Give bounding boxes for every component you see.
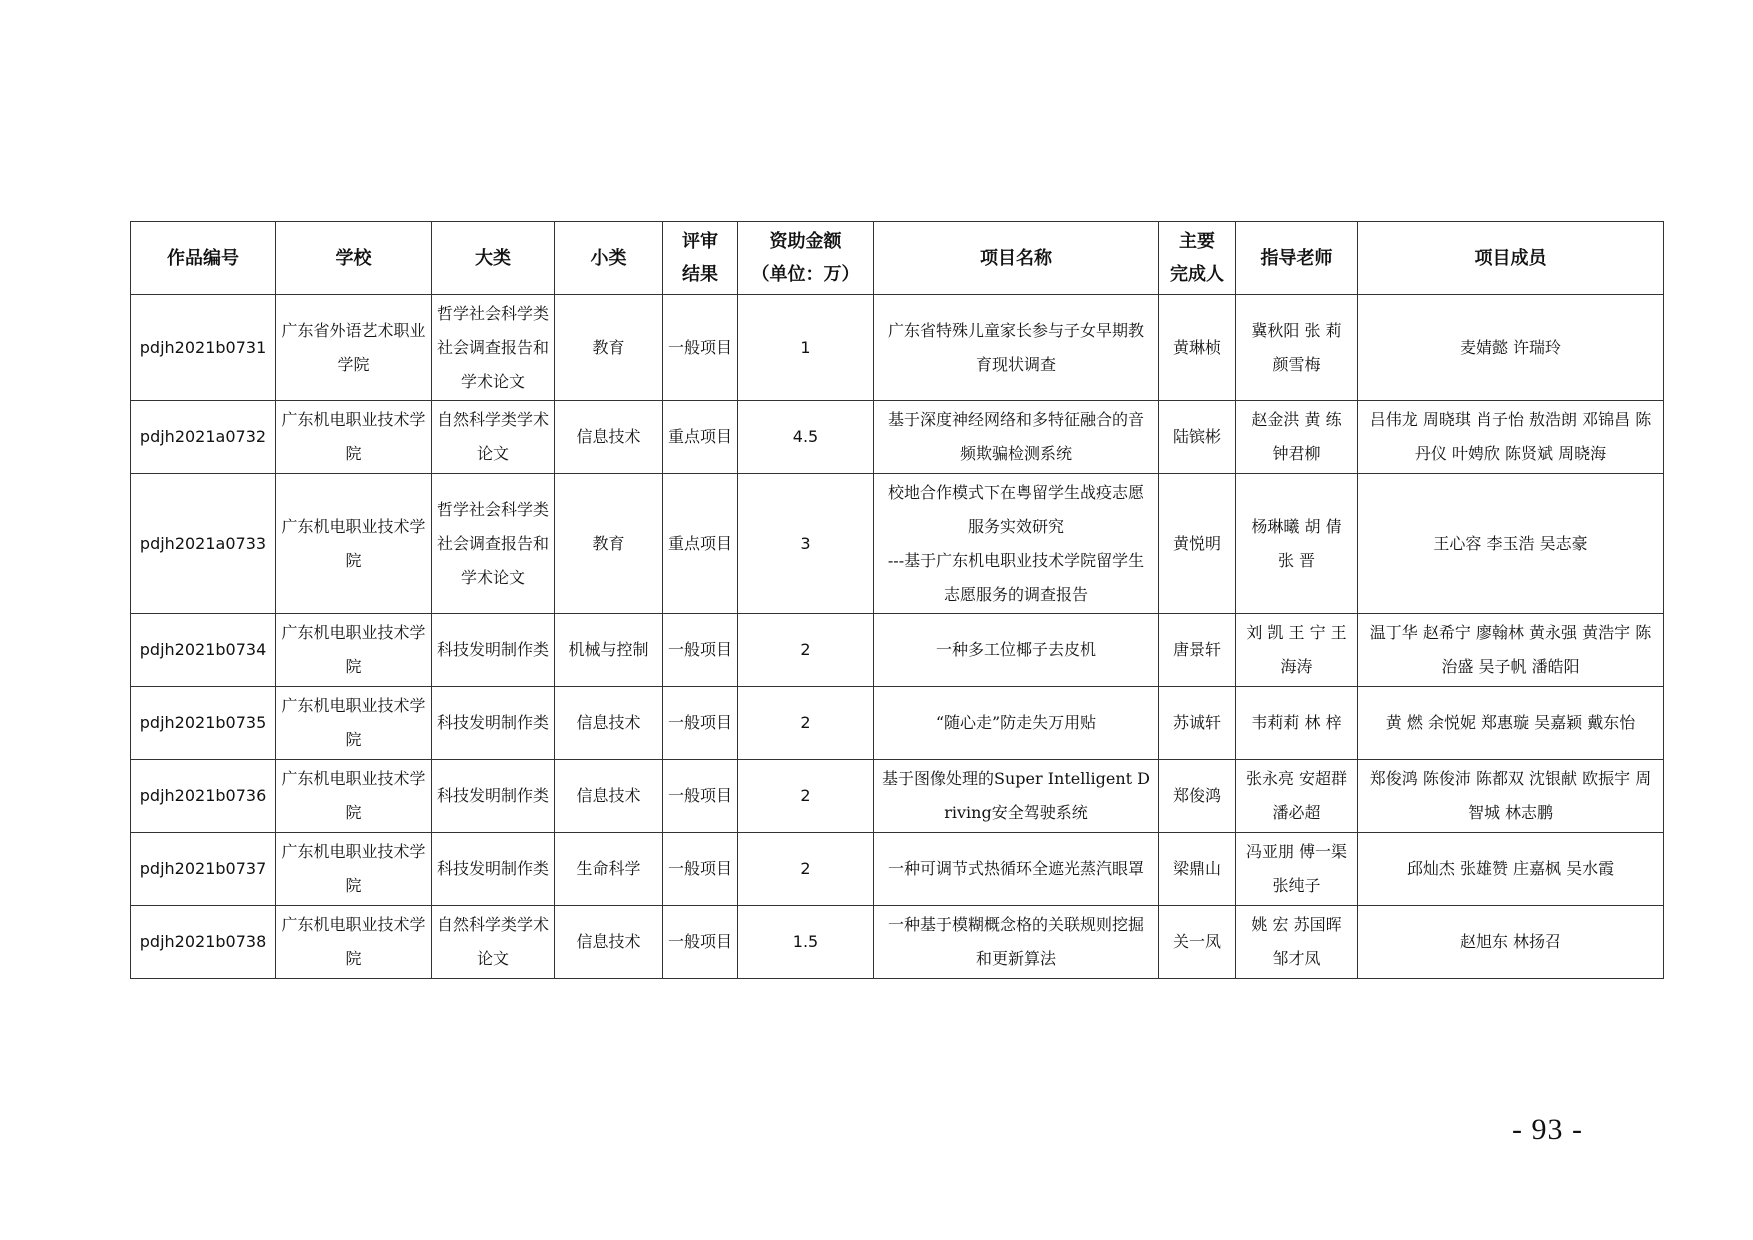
cell-leader: 郑俊鸿 <box>1159 760 1236 833</box>
cell-members: 邱灿杰 张雄赞 庄嘉枫 吴水霞 <box>1358 833 1664 906</box>
table-row <box>131 474 1664 614</box>
cell-result: 一般项目 <box>663 295 738 401</box>
cell-code: pdjh2021b0738 <box>131 906 276 979</box>
cell-category: 科技发明制作类 <box>432 760 555 833</box>
header-school: 学校 <box>276 222 432 295</box>
cell-category: 哲学社会科学类社会调查报告和学术论文 <box>432 474 555 614</box>
cell-members: 黄 燃 余悦妮 郑惠璇 吴嘉颖 戴东怡 <box>1358 687 1664 760</box>
cell-category: 自然科学类学术论文 <box>432 906 555 979</box>
cell-code: pdjh2021a0733 <box>131 474 276 614</box>
cell-leader: 苏诚轩 <box>1159 687 1236 760</box>
cell-code: pdjh2021b0735 <box>131 687 276 760</box>
header-result <box>663 222 738 295</box>
project-title-line: 一种可调节式热循环全遮光蒸汽眼罩 <box>887 859 1144 878</box>
header-members: 项目成员 <box>1358 222 1664 295</box>
award-table <box>130 221 1664 979</box>
cell-advisor: 韦莉莉 林 梓 <box>1236 687 1358 760</box>
header-leader-line-1: 主要 <box>1179 231 1215 252</box>
cell-school: 广东省外语艺术职业学院 <box>276 295 432 401</box>
cell-result: 一般项目 <box>663 906 738 979</box>
cell-school: 广东机电职业技术学院 <box>276 906 432 979</box>
project-title-line: “随心走”防走失万用贴 <box>935 713 1097 732</box>
cell-school: 广东机电职业技术学院 <box>276 614 432 687</box>
cell-result: 重点项目 <box>663 474 738 614</box>
table-row <box>131 760 1664 833</box>
cell-subcategory: 机械与控制 <box>555 614 663 687</box>
cell-amount: 2 <box>738 833 874 906</box>
cell-subcategory: 信息技术 <box>555 687 663 760</box>
header-category: 大类 <box>432 222 555 295</box>
table-body <box>131 295 1664 979</box>
header-result-line-1: 评审 <box>682 231 718 252</box>
cell-school: 广东机电职业技术学院 <box>276 401 432 474</box>
cell-result: 一般项目 <box>663 687 738 760</box>
award-table-container <box>130 221 1663 979</box>
table-row <box>131 614 1664 687</box>
cell-leader: 梁鼎山 <box>1159 833 1236 906</box>
cell-advisor: 刘 凯 王 宁 王海涛 <box>1236 614 1358 687</box>
header-code: 作品编号 <box>131 222 276 295</box>
cell-code: pdjh2021b0737 <box>131 833 276 906</box>
table-row <box>131 906 1664 979</box>
header-advisor: 指导老师 <box>1236 222 1358 295</box>
header-amount <box>738 222 874 295</box>
cell-amount: 1.5 <box>738 906 874 979</box>
cell-code: pdjh2021b0731 <box>131 295 276 401</box>
table-row <box>131 833 1664 906</box>
cell-school: 广东机电职业技术学院 <box>276 474 432 614</box>
header-amount-line-1: 资助金额 <box>769 231 842 252</box>
cell-school: 广东机电职业技术学院 <box>276 833 432 906</box>
cell-school: 广东机电职业技术学院 <box>276 760 432 833</box>
cell-project <box>874 687 1159 760</box>
cell-code: pdjh2021a0732 <box>131 401 276 474</box>
cell-advisor: 赵金洪 黄 练 钟君柳 <box>1236 401 1358 474</box>
cell-category: 科技发明制作类 <box>432 614 555 687</box>
project-title-line: 一种基于模糊概念格的关联规则挖掘和更新算法 <box>887 915 1144 968</box>
cell-amount: 2 <box>738 760 874 833</box>
cell-members: 吕伟龙 周晓琪 肖子怡 敖浩朗 邓锦昌 陈丹仪 叶娉欣 陈贤斌 周晓海 <box>1358 401 1664 474</box>
cell-subcategory: 教育 <box>555 295 663 401</box>
header-project: 项目名称 <box>874 222 1159 295</box>
cell-project <box>874 833 1159 906</box>
cell-result: 一般项目 <box>663 833 738 906</box>
cell-advisor: 杨琳曦 胡 倩 张 晋 <box>1236 474 1358 614</box>
cell-category: 哲学社会科学类社会调查报告和学术论文 <box>432 295 555 401</box>
cell-project <box>874 474 1159 614</box>
cell-amount: 2 <box>738 687 874 760</box>
header-amount-line-2: （单位：万） <box>751 264 860 285</box>
table-header-row <box>131 222 1664 295</box>
cell-advisor: 冯亚朋 傅一渠 张纯子 <box>1236 833 1358 906</box>
project-subtitle-line: ---基于广东机电职业技术学院留学生志愿服务的调查报告 <box>887 550 1145 604</box>
cell-leader: 陆镔彬 <box>1159 401 1236 474</box>
cell-project <box>874 614 1159 687</box>
table-row <box>131 295 1664 401</box>
cell-advisor: 姚 宏 苏国晖 邹才凤 <box>1236 906 1358 979</box>
cell-project <box>874 906 1159 979</box>
header-leader-line-2: 完成人 <box>1170 264 1224 285</box>
project-title-line: 基于深度神经网络和多特征融合的音频欺骗检测系统 <box>887 410 1144 463</box>
cell-subcategory: 信息技术 <box>555 401 663 474</box>
cell-category: 科技发明制作类 <box>432 833 555 906</box>
cell-members: 赵旭东 林扬召 <box>1358 906 1664 979</box>
cell-leader: 关一凤 <box>1159 906 1236 979</box>
cell-subcategory: 教育 <box>555 474 663 614</box>
cell-result: 一般项目 <box>663 614 738 687</box>
cell-subcategory: 信息技术 <box>555 760 663 833</box>
cell-result: 重点项目 <box>663 401 738 474</box>
cell-leader: 唐景轩 <box>1159 614 1236 687</box>
cell-amount: 4.5 <box>738 401 874 474</box>
cell-amount: 2 <box>738 614 874 687</box>
cell-code: pdjh2021b0736 <box>131 760 276 833</box>
cell-project <box>874 760 1159 833</box>
cell-result: 一般项目 <box>663 760 738 833</box>
project-title-line: 一种多工位椰子去皮机 <box>935 640 1096 659</box>
cell-project <box>874 295 1159 401</box>
cell-category: 科技发明制作类 <box>432 687 555 760</box>
header-result-line-2: 结果 <box>682 264 718 285</box>
project-title-line: 基于图像处理的Super Intelligent Driving安全驾驶系统 <box>882 769 1150 822</box>
cell-project <box>874 401 1159 474</box>
cell-leader: 黄悦明 <box>1159 474 1236 614</box>
cell-category: 自然科学类学术论文 <box>432 401 555 474</box>
cell-amount: 3 <box>738 474 874 614</box>
page-number: - 93 - <box>1512 1113 1583 1146</box>
project-title-line: 广东省特殊儿童家长参与子女早期教育现状调查 <box>887 320 1144 374</box>
project-title-line: 校地合作模式下在粤留学生战疫志愿服务实效研究 <box>887 482 1144 536</box>
table-row <box>131 687 1664 760</box>
cell-advisor: 冀秋阳 张 莉 颜雪梅 <box>1236 295 1358 401</box>
header-subcategory: 小类 <box>555 222 663 295</box>
cell-members: 温丁华 赵希宁 廖翰林 黄永强 黄浩宇 陈治盛 吴子帆 潘皓阳 <box>1358 614 1664 687</box>
cell-members: 王心容 李玉浩 吴志豪 <box>1358 474 1664 614</box>
cell-subcategory: 生命科学 <box>555 833 663 906</box>
cell-members: 郑俊鸿 陈俊沛 陈都双 沈银献 欧振宇 周智城 林志鹏 <box>1358 760 1664 833</box>
cell-code: pdjh2021b0734 <box>131 614 276 687</box>
cell-amount: 1 <box>738 295 874 401</box>
cell-leader: 黄琳桢 <box>1159 295 1236 401</box>
table-row <box>131 401 1664 474</box>
cell-advisor: 张永亮 安超群 潘必超 <box>1236 760 1358 833</box>
header-leader <box>1159 222 1236 295</box>
cell-subcategory: 信息技术 <box>555 906 663 979</box>
cell-school: 广东机电职业技术学院 <box>276 687 432 760</box>
cell-members: 麦婧懿 许瑞玲 <box>1358 295 1664 401</box>
